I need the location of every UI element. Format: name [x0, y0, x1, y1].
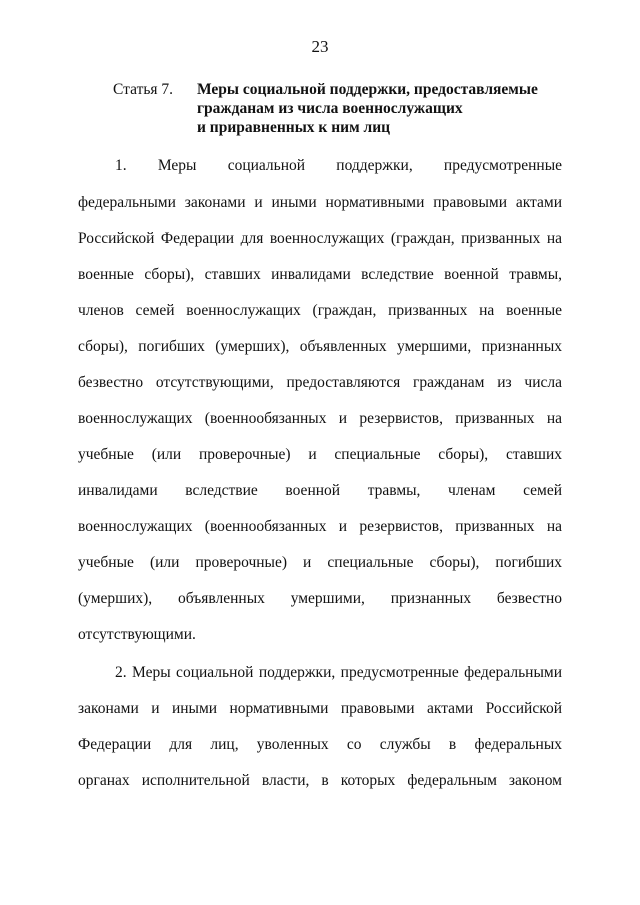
paragraph-line: инвалидами вследствие военной травмы, членам семей: [78, 482, 562, 499]
paragraph-line: 2. Меры социальной поддержки, предусмотренные федеральными: [115, 664, 562, 681]
paragraph-line: 1. Меры социальной поддержки, предусмотренные: [115, 157, 562, 174]
paragraph-line: военнослужащих (военнообязанных и резервистов, призванных на: [78, 518, 562, 535]
paragraph-line: Российской Федерации для военнослужащих (граждан, призванных на: [78, 230, 562, 247]
article-title-line: гражданам из числа военнослужащих: [197, 100, 463, 117]
article-heading: [113, 80, 573, 137]
paragraph-line: (умерших), объявленных умершими, признанных безвестно: [78, 590, 562, 607]
article-title-line: Меры социальной поддержки, предоставляемые: [197, 81, 538, 98]
paragraph-line: членов семей военнослужащих (граждан, призванных на военные: [78, 302, 562, 319]
paragraph-line: военные сборы), ставших инвалидами вследствие военной травмы,: [78, 266, 562, 283]
paragraph-line: Федерации для лиц, уволенных со службы в федеральных: [78, 736, 562, 753]
paragraph-line: сборы), погибших (умерших), объявленных умершими, признанных: [78, 338, 562, 355]
paragraph-line: федеральными законами и иными нормативными правовыми актами: [78, 194, 562, 211]
paragraph-line: учебные (или проверочные) и специальные сборы), ставших: [78, 446, 562, 463]
paragraph-line: органах исполнительной власти, в которых федеральным законом: [78, 772, 562, 789]
paragraph-line: безвестно отсутствующими, предоставляются гражданам из числа: [78, 374, 562, 391]
paragraph-line: отсутствующими.: [78, 626, 196, 643]
page-number: 23: [311, 37, 329, 56]
paragraph-line: учебные (или проверочные) и специальные сборы), погибших: [78, 554, 562, 571]
article-label: Статья 7.: [113, 81, 174, 98]
paragraph-line: военнослужащих (военнообязанных и резервистов, призванных на: [78, 410, 562, 427]
paragraph-line: законами и иными нормативными правовыми актами Российской: [78, 700, 562, 717]
article-title: [197, 80, 538, 137]
article-title-line: и приравненных к ним лиц: [197, 119, 391, 136]
